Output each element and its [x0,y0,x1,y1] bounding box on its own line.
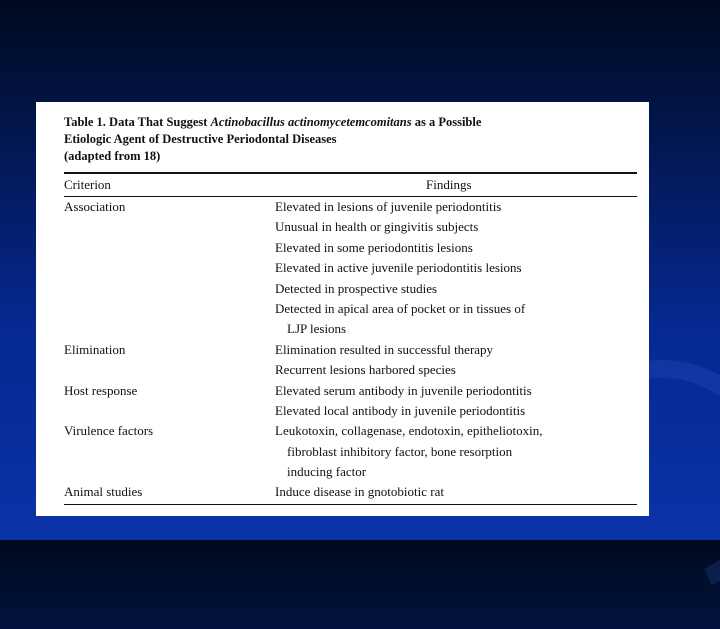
criterion-cell: Elimination [64,341,126,357]
caption-line2: Etiologic Agent of Destructive Periodontal Diseases [64,132,337,146]
table-row [36,217,649,237]
finding-cell: Elimination resulted in successful therapy [275,341,494,357]
finding-cell: Unusual in health or gingivitis subjects [275,219,479,235]
table-row [36,340,649,360]
finding-cell: Recurrent lesions harbored species [275,362,456,378]
finding-cell: Elevated serum antibody in juvenile periodontitis [275,382,532,398]
table-caption [64,114,639,165]
table-row [36,442,649,462]
criterion-header: Criterion [64,177,111,192]
table-row [36,238,649,258]
table-row [36,258,649,278]
table-image [36,102,649,516]
table-row [36,482,649,502]
caption-organism: Actinobacillus actinomycetemcomitans [210,115,412,129]
criterion-cell: Virulence factors [64,423,154,439]
finding-cell: Detected in apical area of pocket or in tissues of [275,300,526,316]
finding-cell: Detected in prospective studies [275,280,438,296]
table-row [36,299,649,319]
top-rule [64,172,637,174]
table-row [36,279,649,299]
criterion-cell: Association [64,199,126,214]
caption-prefix: Table 1. Data That Suggest [64,115,211,129]
caption-suffix: as a Possible [411,115,482,129]
table-body [36,197,649,503]
finding-cell: Elevated in active juvenile periodontitis lesions [275,260,522,276]
table-row [36,360,649,380]
finding-cell: Elevated in some periodontitis lesions [275,239,473,255]
finding-cell: Elevated local antibody in juvenile periodontitis [275,402,526,418]
finding-cell: fibroblast inhibitory factor, bone resorption [287,443,513,459]
table-row [36,462,649,482]
criterion-cell: Animal studies [64,484,143,500]
caption-line3: (adapted from 18) [64,149,161,163]
table-row [36,421,649,441]
table-row [36,319,649,339]
table-row [36,401,649,421]
finding-cell: LJP lesions [287,321,347,337]
finding-cell: Elevated in lesions of juvenile periodontitis [275,199,502,214]
finding-cell: Leukotoxin, collagenase, endotoxin, epitheliotoxin, [275,423,543,439]
criterion-cell: Host response [64,382,138,398]
finding-cell: Induce disease in gnotobiotic rat [275,484,444,500]
table-row [36,381,649,401]
table-row [36,197,649,217]
finding-cell: inducing factor [287,464,367,480]
bottom-rule [64,504,637,505]
findings-header: Findings [426,177,472,192]
